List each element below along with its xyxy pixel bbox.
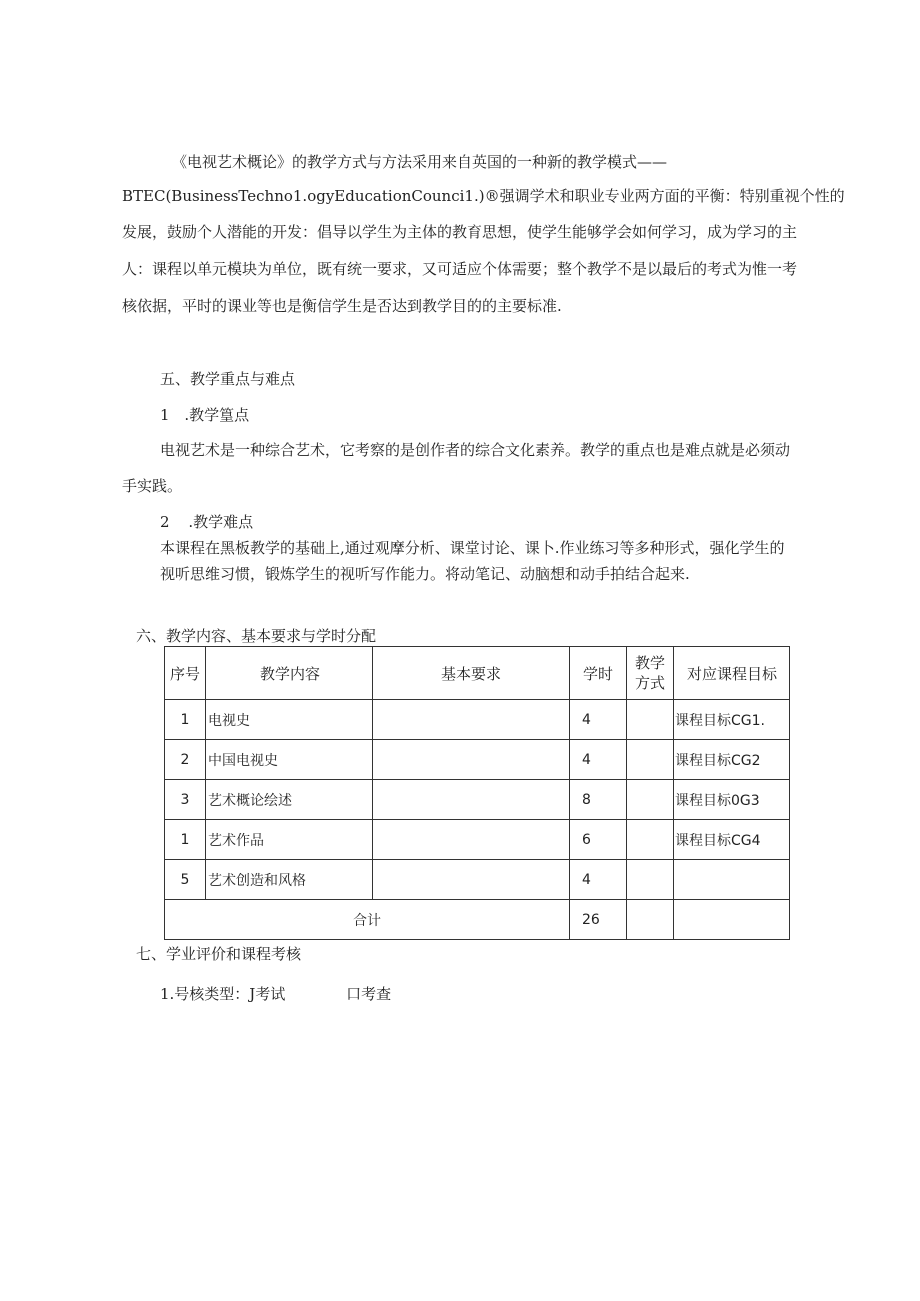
header-req: 基本要求	[373, 647, 570, 700]
cell-method	[627, 860, 674, 900]
cell-content: 艺术创造和风格	[206, 860, 373, 900]
cell-req	[373, 860, 570, 900]
assessment-line	[160, 984, 391, 1004]
table-header-row	[165, 647, 790, 700]
table-total-row	[165, 900, 790, 940]
cell-goal: 课程目标CG1.	[674, 700, 790, 740]
sub1-line1: 电视艺术是一种综合艺术，它考察的是创作者的综合文化素养。教学的重点也是难点就是必须动	[160, 441, 791, 459]
table-row	[165, 700, 790, 740]
para1-line4: 人：课程以单元模块为单位，既有统一要求，又可适应个体需要；整个教学不是以最后的考式为惟一考	[122, 260, 798, 278]
header-content: 教学内容	[206, 647, 373, 700]
cell-hours: 4	[570, 860, 627, 900]
para1-line2: BTEC(BusinessTechno1.ogyEducationCounci1.)®强调学术和职业专业两方面的平衡：特别重视个性的	[122, 187, 845, 205]
cell-goal: 课程目标CG2	[674, 740, 790, 780]
cell-method	[627, 820, 674, 860]
sub1-title: .教学篁点	[184, 406, 250, 424]
cell-method	[627, 740, 674, 780]
header-method-line2: 方式	[634, 674, 665, 692]
header-method	[627, 647, 674, 700]
schedule-table-wrapper	[164, 646, 790, 940]
cell-req	[373, 820, 570, 860]
cell-idx: 3	[165, 780, 206, 820]
sub2-line1: 本课程在黑板教学的基础上,通过观摩分析、课堂讨论、课卜.作业练习等多种形式，强化学生的	[160, 539, 785, 557]
cell-method	[627, 700, 674, 740]
sub2-title: .教学难点	[188, 513, 254, 531]
assessment-type-exam: 1.号核类型：J考试	[160, 985, 286, 1003]
section5-sub1-heading	[160, 405, 249, 425]
cell-content: 电视史	[206, 700, 373, 740]
cell-hours: 8	[570, 780, 627, 820]
header-hours: 学时	[570, 647, 627, 700]
schedule-table	[164, 646, 790, 940]
header-goal: 对应课程目标	[674, 647, 790, 700]
table-row	[165, 860, 790, 900]
sub1-line2: 手实践。	[122, 477, 183, 495]
total-hours: 26	[570, 900, 627, 940]
cell-method	[627, 780, 674, 820]
table-row	[165, 780, 790, 820]
total-goal	[674, 900, 790, 940]
cell-hours: 6	[570, 820, 627, 860]
cell-idx: 5	[165, 860, 206, 900]
cell-hours: 4	[570, 700, 627, 740]
assessment-type-check: 口考查	[346, 985, 392, 1003]
sub2-line2: 视听思维习惯，锻炼学生的视听写作能力。将动笔记、动脑想和动手拍结合起来.	[160, 565, 690, 583]
para1-line5: 核依据，平时的课业等也是衡信学生是否达到教学目的的主要标准.	[122, 297, 562, 315]
cell-content: 艺术概论绘述	[206, 780, 373, 820]
section5-title: 五、教学重点与难点	[160, 370, 296, 388]
cell-req	[373, 780, 570, 820]
cell-idx: 1	[165, 820, 206, 860]
cell-goal: 课程目标CG4	[674, 820, 790, 860]
total-method	[627, 900, 674, 940]
cell-req	[373, 700, 570, 740]
para1-line3: 发展，鼓励个人潜能的开发：倡导以学生为主体的教育思想，使学生能够学会如何学习，成为学习的主	[122, 223, 798, 241]
table-row	[165, 820, 790, 860]
cell-idx: 1	[165, 700, 206, 740]
section5-sub2-heading	[160, 512, 253, 532]
section6-title: 六、教学内容、基本要求与学时分配	[136, 627, 377, 645]
table-row	[165, 740, 790, 780]
cell-hours: 4	[570, 740, 627, 780]
cell-req	[373, 740, 570, 780]
para1-line1: 《电视艺术概论》的教学方式与方法采用来自英国的一种新的教学模式——	[172, 153, 668, 171]
cell-idx: 2	[165, 740, 206, 780]
cell-content: 中国电视史	[206, 740, 373, 780]
cell-content: 艺术作品	[206, 820, 373, 860]
section7-title: 七、学业评价和课程考核	[136, 945, 302, 963]
cell-goal	[674, 860, 790, 900]
sub1-number: 1	[160, 406, 170, 424]
sub2-number: 2	[160, 513, 170, 531]
header-idx: 序号	[165, 647, 206, 700]
cell-goal: 课程目标0G3	[674, 780, 790, 820]
header-method-line1: 教学	[634, 654, 665, 672]
total-label: 合计	[165, 900, 570, 940]
